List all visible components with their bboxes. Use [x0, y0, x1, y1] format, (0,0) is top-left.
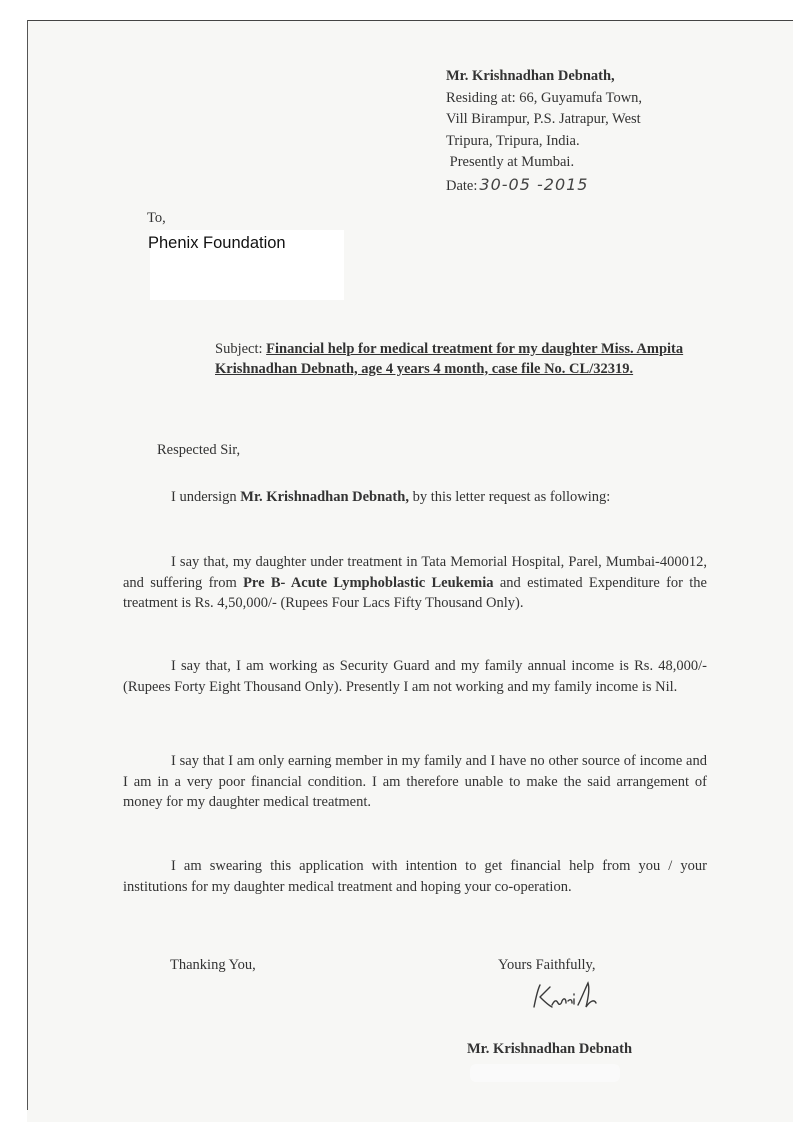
letter-date	[446, 174, 642, 198]
paper-edge-top	[27, 20, 793, 21]
thanking-you: Thanking You,	[170, 957, 256, 973]
yours-faithfully: Yours Faithfully,	[498, 957, 596, 973]
sender-name: Mr. Krishnadhan Debnath,	[446, 68, 615, 84]
recipient-name: Phenix Foundation	[148, 234, 286, 252]
scan-border-top	[0, 0, 793, 20]
paragraph-1	[123, 487, 707, 508]
signatory-name: Mr. Krishnadhan Debnath	[467, 1041, 633, 1057]
paragraph-3: I say that, I am working as Security Guard and my family annual income is Rs. 48,000/- (Rupees Forty Eight Thousand Only). Presently I am not working and my family income is Nil.	[123, 658, 707, 695]
paragraph-2-rest: and estimated Expenditure for the treatment is Rs. 4,50,000/- (Rupees Four Lacs Fifty Thousand Only).	[123, 574, 707, 611]
paragraph-2	[123, 552, 707, 614]
address-line-2: Vill Birampur, P.S. Jatrapur, West	[446, 111, 641, 127]
signature-icon	[528, 975, 608, 1015]
date-value: 30-05 -2015	[479, 174, 589, 194]
salutation: Respected Sir,	[157, 442, 241, 458]
paragraph-2-text: I say that, my daughter under treatment in Tata Memorial Hospital, Parel, Mumbai-400012, and suffering from	[123, 554, 707, 591]
paper-edge-left	[27, 20, 28, 1110]
paragraph-2-diagnosis: Pre B- Acute Lymphoblastic Leukemia	[243, 574, 494, 591]
paragraph-1-text: I undersign	[171, 489, 241, 505]
address-line-4: Presently at Mumbai.	[446, 154, 575, 170]
address-line-1: Residing at: 66, Guyamufa Town,	[446, 89, 643, 106]
paragraph-1-name: Mr. Krishnadhan Debnath,	[240, 489, 409, 505]
paragraph-4: I say that I am only earning member in my family and I have no other source of income and I am in a very poor financial condition. I am therefore unable to make the said arrangement of money for my daughter medical treatment.	[123, 753, 707, 810]
paragraph-5: I am swearing this application with intention to get financial help from you / your institutions for my daughter medical treatment and hoping your co-operation.	[123, 858, 707, 895]
paragraph-1-rest: by this letter request as following:	[408, 489, 611, 505]
scan-border-left	[0, 20, 27, 1122]
subject-text: Financial help for medical treatment for my daughter Miss. Ampita Krishnadhan Debnath, age 4 years 4 month, case file No. CL/32319.	[215, 341, 684, 377]
sender-address-block	[446, 66, 642, 197]
to-label: To,	[147, 210, 166, 226]
subject-line	[215, 340, 705, 379]
redaction-bar	[470, 1064, 620, 1082]
date-label: Date:	[446, 177, 478, 194]
address-line-3: Tripura, Tripura, India.	[446, 132, 580, 149]
subject-label: Subject:	[215, 341, 267, 357]
